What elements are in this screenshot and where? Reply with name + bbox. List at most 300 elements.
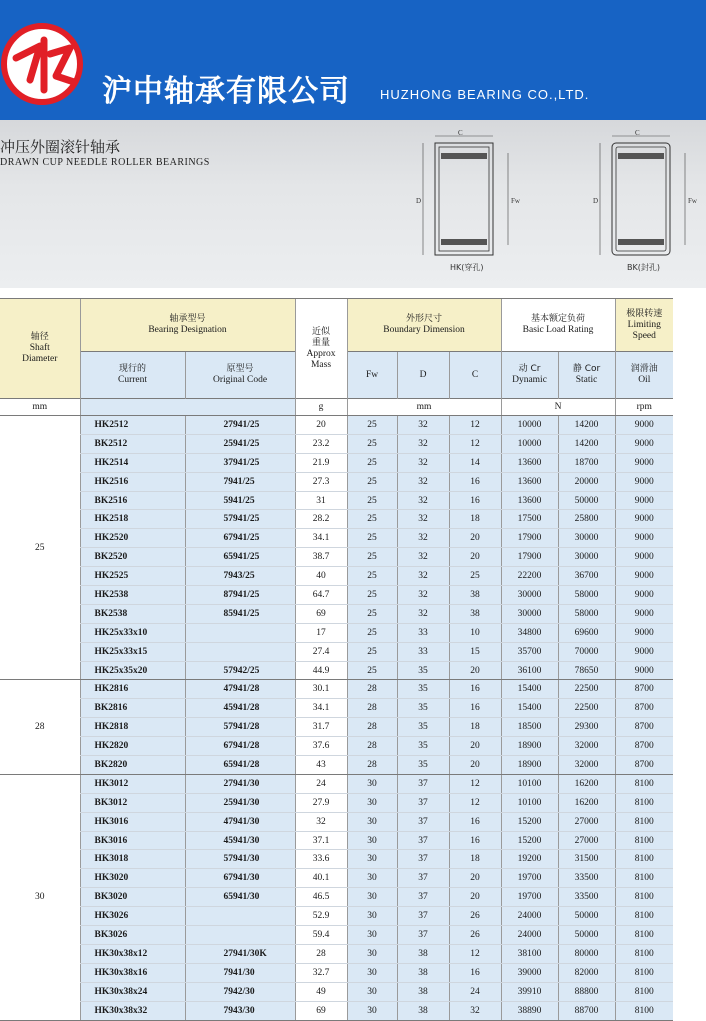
shaft-unit: mm xyxy=(0,399,80,416)
original-code-cell: 65941/25 xyxy=(185,548,295,567)
fw-cell: 25 xyxy=(347,416,397,435)
dimension-unit: mm xyxy=(347,399,501,416)
hk-diagram-caption: HK(穿孔) xyxy=(450,263,484,272)
dynamic-load-cell: 30000 xyxy=(501,604,558,623)
c-cell: 15 xyxy=(449,642,501,661)
current-designation-cell: BK2512 xyxy=(80,434,185,453)
table-row xyxy=(0,812,673,831)
table-row xyxy=(0,586,673,605)
limiting-speed-cell: 9000 xyxy=(615,642,673,661)
original-code-cell xyxy=(185,642,295,661)
current-designation-cell: HK2538 xyxy=(80,586,185,605)
mass-cell: 59.4 xyxy=(295,926,347,945)
d-cell: 37 xyxy=(397,850,449,869)
mass-cell: 40.1 xyxy=(295,869,347,888)
static-load-cell: 14200 xyxy=(558,416,615,435)
boundary-dimension-header: 外形尺寸 Boundary Dimension xyxy=(347,299,501,352)
mass-cell: 37.6 xyxy=(295,737,347,756)
static-load-cell: 69600 xyxy=(558,623,615,642)
d-cell: 35 xyxy=(397,737,449,756)
original-code-cell: 7943/30 xyxy=(185,1001,295,1020)
dynamic-load-cell: 13600 xyxy=(501,472,558,491)
current-designation-cell: BK2520 xyxy=(80,548,185,567)
c-cell: 12 xyxy=(449,774,501,793)
current-designation-cell: BK2538 xyxy=(80,604,185,623)
d-cell: 33 xyxy=(397,623,449,642)
c-cell: 18 xyxy=(449,510,501,529)
limiting-speed-cell: 8700 xyxy=(615,718,673,737)
current-designation-cell: HK2820 xyxy=(80,737,185,756)
limiting-speed-cell: 9000 xyxy=(615,416,673,435)
table-row xyxy=(0,567,673,586)
dynamic-load-cell: 15200 xyxy=(501,812,558,831)
c-cell: 16 xyxy=(449,680,501,699)
c-cell: 16 xyxy=(449,699,501,718)
c-cell: 20 xyxy=(449,737,501,756)
limiting-speed-cell: 8700 xyxy=(615,699,673,718)
mass-cell: 69 xyxy=(295,1001,347,1020)
current-designation-cell: BK2816 xyxy=(80,699,185,718)
c-cell: 18 xyxy=(449,718,501,737)
c-cell: 26 xyxy=(449,907,501,926)
fw-dimension-label: Fw xyxy=(688,197,697,205)
fw-cell: 25 xyxy=(347,567,397,586)
current-designation-cell: HK25x33x10 xyxy=(80,623,185,642)
dynamic-load-cell: 19700 xyxy=(501,869,558,888)
c-dimension-label: C xyxy=(458,129,463,137)
mass-unit: g xyxy=(295,399,347,416)
mass-cell: 27.4 xyxy=(295,642,347,661)
static-load-cell: 70000 xyxy=(558,642,615,661)
fw-cell: 25 xyxy=(347,472,397,491)
dynamic-load-cell: 10000 xyxy=(501,434,558,453)
table-row xyxy=(0,1001,673,1020)
current-designation-cell: HK2818 xyxy=(80,718,185,737)
bk-closed-end-diagram xyxy=(585,128,705,278)
d-cell: 38 xyxy=(397,1001,449,1020)
fw-cell: 25 xyxy=(347,434,397,453)
limiting-speed-header: 极限转速 Limiting Speed xyxy=(615,299,673,352)
c-cell: 12 xyxy=(449,944,501,963)
static-load-cell: 16200 xyxy=(558,793,615,812)
table-row xyxy=(0,831,673,850)
limiting-speed-cell: 8100 xyxy=(615,793,673,812)
table-row xyxy=(0,661,673,680)
static-load-cell: 58000 xyxy=(558,604,615,623)
original-code-cell: 87941/25 xyxy=(185,586,295,605)
mass-cell: 44.9 xyxy=(295,661,347,680)
dynamic-load-cell: 24000 xyxy=(501,907,558,926)
table-row xyxy=(0,548,673,567)
d-cell: 35 xyxy=(397,718,449,737)
original-code-cell xyxy=(185,926,295,945)
dynamic-load-cell: 38100 xyxy=(501,944,558,963)
current-designation-cell: HK2816 xyxy=(80,680,185,699)
dynamic-load-cell: 19200 xyxy=(501,850,558,869)
current-designation-cell: HK30x38x32 xyxy=(80,1001,185,1020)
table-row xyxy=(0,623,673,642)
c-cell: 12 xyxy=(449,434,501,453)
static-header: 静 Cor Static xyxy=(558,352,615,399)
table-row xyxy=(0,774,673,793)
mass-header: 近似 重量 Approx Mass xyxy=(295,299,347,399)
page-title-english: DRAWN CUP NEEDLE ROLLER BEARINGS xyxy=(0,157,210,168)
c-cell: 10 xyxy=(449,623,501,642)
dynamic-load-cell: 18900 xyxy=(501,737,558,756)
shaft-diameter-cell: 25 xyxy=(0,416,80,680)
fw-cell: 30 xyxy=(347,850,397,869)
fw-cell: 30 xyxy=(347,812,397,831)
dynamic-load-cell: 24000 xyxy=(501,926,558,945)
load-unit: N xyxy=(501,399,615,416)
fw-cell: 28 xyxy=(347,756,397,775)
c-cell: 12 xyxy=(449,793,501,812)
mass-cell: 43 xyxy=(295,756,347,775)
limiting-speed-cell: 9000 xyxy=(615,510,673,529)
mass-cell: 32.7 xyxy=(295,963,347,982)
mass-cell: 52.9 xyxy=(295,907,347,926)
c-cell: 20 xyxy=(449,661,501,680)
mass-cell: 34.1 xyxy=(295,699,347,718)
d-cell: 32 xyxy=(397,586,449,605)
mass-cell: 28.2 xyxy=(295,510,347,529)
fw-cell: 25 xyxy=(347,548,397,567)
mass-cell: 24 xyxy=(295,774,347,793)
static-load-cell: 32000 xyxy=(558,756,615,775)
original-code-cell: 47941/28 xyxy=(185,680,295,699)
current-designation-cell: HK30x38x24 xyxy=(80,982,185,1001)
static-load-cell: 50000 xyxy=(558,926,615,945)
mass-cell: 27.9 xyxy=(295,793,347,812)
table-row xyxy=(0,491,673,510)
mass-cell: 23.2 xyxy=(295,434,347,453)
table-row xyxy=(0,510,673,529)
original-code-cell: 67941/28 xyxy=(185,737,295,756)
dynamic-load-cell: 18900 xyxy=(501,756,558,775)
table-row xyxy=(0,888,673,907)
d-cell: 37 xyxy=(397,926,449,945)
fw-cell: 30 xyxy=(347,982,397,1001)
current-designation-cell: HK2516 xyxy=(80,472,185,491)
d-cell: 37 xyxy=(397,831,449,850)
table-row xyxy=(0,869,673,888)
dynamic-load-cell: 13600 xyxy=(501,453,558,472)
mass-cell: 33.6 xyxy=(295,850,347,869)
fw-header: Fw xyxy=(347,352,397,399)
current-designation-cell: HK3020 xyxy=(80,869,185,888)
designation-unit-spacer xyxy=(80,399,295,416)
mass-cell: 21.9 xyxy=(295,453,347,472)
limiting-speed-cell: 8100 xyxy=(615,888,673,907)
dynamic-load-cell: 17500 xyxy=(501,510,558,529)
mass-cell: 28 xyxy=(295,944,347,963)
d-cell: 32 xyxy=(397,416,449,435)
dynamic-load-cell: 39910 xyxy=(501,982,558,1001)
dynamic-load-cell: 36100 xyxy=(501,661,558,680)
current-designation-cell: BK3012 xyxy=(80,793,185,812)
dynamic-load-cell: 17900 xyxy=(501,548,558,567)
static-load-cell: 22500 xyxy=(558,680,615,699)
original-code-cell: 85941/25 xyxy=(185,604,295,623)
mass-cell: 49 xyxy=(295,982,347,1001)
original-code-cell: 7941/30 xyxy=(185,963,295,982)
fw-cell: 25 xyxy=(347,510,397,529)
limiting-speed-cell: 8100 xyxy=(615,944,673,963)
d-cell: 37 xyxy=(397,888,449,907)
current-designation-cell: HK30x38x16 xyxy=(80,963,185,982)
static-load-cell: 50000 xyxy=(558,907,615,926)
dynamic-load-cell: 10100 xyxy=(501,774,558,793)
original-code-cell: 27941/30 xyxy=(185,774,295,793)
bk-diagram-caption: BK(封孔) xyxy=(627,263,660,272)
limiting-speed-cell: 8100 xyxy=(615,850,673,869)
c-cell: 16 xyxy=(449,472,501,491)
table-row xyxy=(0,944,673,963)
c-cell: 20 xyxy=(449,869,501,888)
limiting-speed-cell: 9000 xyxy=(615,434,673,453)
original-code-cell: 7942/30 xyxy=(185,982,295,1001)
mass-cell: 64.7 xyxy=(295,586,347,605)
table-row xyxy=(0,793,673,812)
fw-cell: 25 xyxy=(347,491,397,510)
fw-dimension-label: Fw xyxy=(511,197,520,205)
current-designation-cell: HK2512 xyxy=(80,416,185,435)
c-cell: 20 xyxy=(449,529,501,548)
mass-cell: 37.1 xyxy=(295,831,347,850)
table-row xyxy=(0,926,673,945)
c-cell: 38 xyxy=(449,604,501,623)
fw-cell: 25 xyxy=(347,604,397,623)
d-cell: 35 xyxy=(397,756,449,775)
current-designation-cell: HK2514 xyxy=(80,453,185,472)
static-load-cell: 31500 xyxy=(558,850,615,869)
original-code-cell xyxy=(185,623,295,642)
fw-cell: 30 xyxy=(347,926,397,945)
speed-unit: rpm xyxy=(615,399,673,416)
static-load-cell: 78650 xyxy=(558,661,615,680)
limiting-speed-cell: 8100 xyxy=(615,1001,673,1020)
mass-cell: 69 xyxy=(295,604,347,623)
spec-table-body xyxy=(0,416,673,1021)
limiting-speed-cell: 9000 xyxy=(615,661,673,680)
current-designation-cell: BK3020 xyxy=(80,888,185,907)
table-row xyxy=(0,963,673,982)
original-code-cell: 7941/25 xyxy=(185,472,295,491)
fw-cell: 30 xyxy=(347,1001,397,1020)
d-cell: 38 xyxy=(397,963,449,982)
limiting-speed-cell: 9000 xyxy=(615,491,673,510)
fw-cell: 25 xyxy=(347,661,397,680)
table-row xyxy=(0,982,673,1001)
table-row xyxy=(0,472,673,491)
limiting-speed-cell: 8100 xyxy=(615,869,673,888)
d-cell: 32 xyxy=(397,548,449,567)
limiting-speed-cell: 8700 xyxy=(615,680,673,699)
mass-cell: 34.1 xyxy=(295,529,347,548)
current-designation-cell: HK3012 xyxy=(80,774,185,793)
c-cell: 20 xyxy=(449,548,501,567)
c-cell: 32 xyxy=(449,1001,501,1020)
limiting-speed-cell: 8100 xyxy=(615,812,673,831)
d-cell: 37 xyxy=(397,812,449,831)
limiting-speed-cell: 8100 xyxy=(615,926,673,945)
fw-cell: 25 xyxy=(347,642,397,661)
original-code-cell: 5941/25 xyxy=(185,491,295,510)
limiting-speed-cell: 8100 xyxy=(615,907,673,926)
table-row xyxy=(0,604,673,623)
mass-cell: 46.5 xyxy=(295,888,347,907)
static-load-cell: 30000 xyxy=(558,548,615,567)
mass-cell: 30.1 xyxy=(295,680,347,699)
current-designation-cell: BK3026 xyxy=(80,926,185,945)
current-designation-cell: HK3026 xyxy=(80,907,185,926)
limiting-speed-cell: 9000 xyxy=(615,604,673,623)
company-name-chinese: 沪中轴承有限公司 xyxy=(102,74,350,109)
current-designation-cell: HK2520 xyxy=(80,529,185,548)
static-load-cell: 22500 xyxy=(558,699,615,718)
table-row xyxy=(0,907,673,926)
huzhong-logo-icon xyxy=(0,18,92,110)
static-load-cell: 27000 xyxy=(558,831,615,850)
static-load-cell: 25800 xyxy=(558,510,615,529)
dynamic-load-cell: 22200 xyxy=(501,567,558,586)
original-code-cell: 25941/30 xyxy=(185,793,295,812)
table-row xyxy=(0,416,673,435)
d-cell: 35 xyxy=(397,699,449,718)
dynamic-load-cell: 10000 xyxy=(501,416,558,435)
d-cell: 37 xyxy=(397,869,449,888)
fw-cell: 30 xyxy=(347,869,397,888)
d-dimension-label: D xyxy=(416,197,422,205)
fw-cell: 28 xyxy=(347,699,397,718)
c-cell: 25 xyxy=(449,567,501,586)
d-cell: 32 xyxy=(397,510,449,529)
hk-open-end-diagram xyxy=(408,128,528,278)
original-code-cell: 45941/30 xyxy=(185,831,295,850)
static-load-cell: 36700 xyxy=(558,567,615,586)
limiting-speed-cell: 8700 xyxy=(615,756,673,775)
original-code-cell xyxy=(185,907,295,926)
static-load-cell: 32000 xyxy=(558,737,615,756)
d-cell: 33 xyxy=(397,642,449,661)
static-load-cell: 58000 xyxy=(558,586,615,605)
original-code-cell: 57941/30 xyxy=(185,850,295,869)
limiting-speed-cell: 8700 xyxy=(615,737,673,756)
fw-cell: 30 xyxy=(347,888,397,907)
table-row xyxy=(0,718,673,737)
limiting-speed-cell: 8100 xyxy=(615,831,673,850)
current-designation-cell: HK3016 xyxy=(80,812,185,831)
c-cell: 12 xyxy=(449,416,501,435)
dynamic-load-cell: 10100 xyxy=(501,793,558,812)
table-row xyxy=(0,737,673,756)
dynamic-load-cell: 15200 xyxy=(501,831,558,850)
mass-cell: 40 xyxy=(295,567,347,586)
bearing-spec-table xyxy=(0,298,673,1021)
c-cell: 16 xyxy=(449,831,501,850)
c-cell: 14 xyxy=(449,453,501,472)
fw-cell: 30 xyxy=(347,907,397,926)
c-cell: 20 xyxy=(449,756,501,775)
designation-header: 轴承型号 Bearing Designation xyxy=(80,299,295,352)
limiting-speed-cell: 9000 xyxy=(615,453,673,472)
dynamic-load-cell: 38890 xyxy=(501,1001,558,1020)
current-designation-cell: HK25x35x20 xyxy=(80,661,185,680)
current-designation-cell: BK2820 xyxy=(80,756,185,775)
original-code-cell: 57942/25 xyxy=(185,661,295,680)
mass-cell: 17 xyxy=(295,623,347,642)
static-load-cell: 16200 xyxy=(558,774,615,793)
dynamic-load-cell: 39000 xyxy=(501,963,558,982)
table-row xyxy=(0,680,673,699)
fw-cell: 25 xyxy=(347,623,397,642)
fw-cell: 25 xyxy=(347,529,397,548)
limiting-speed-cell: 9000 xyxy=(615,472,673,491)
table-row xyxy=(0,529,673,548)
limiting-speed-cell: 9000 xyxy=(615,529,673,548)
dynamic-load-cell: 17900 xyxy=(501,529,558,548)
static-load-cell: 88800 xyxy=(558,982,615,1001)
limiting-speed-cell: 8100 xyxy=(615,963,673,982)
static-load-cell: 88700 xyxy=(558,1001,615,1020)
original-code-cell: 65941/30 xyxy=(185,888,295,907)
limiting-speed-cell: 9000 xyxy=(615,586,673,605)
c-cell: 16 xyxy=(449,812,501,831)
mass-cell: 38.7 xyxy=(295,548,347,567)
limiting-speed-cell: 9000 xyxy=(615,623,673,642)
fw-cell: 28 xyxy=(347,737,397,756)
dynamic-load-cell: 30000 xyxy=(501,586,558,605)
fw-cell: 28 xyxy=(347,718,397,737)
d-header: D xyxy=(397,352,449,399)
current-designation-cell: BK2516 xyxy=(80,491,185,510)
d-cell: 32 xyxy=(397,529,449,548)
limiting-speed-cell: 8100 xyxy=(615,982,673,1001)
table-row xyxy=(0,453,673,472)
current-designation-cell: HK2525 xyxy=(80,567,185,586)
mass-cell: 31.7 xyxy=(295,718,347,737)
static-load-cell: 14200 xyxy=(558,434,615,453)
static-load-cell: 29300 xyxy=(558,718,615,737)
dynamic-load-cell: 35700 xyxy=(501,642,558,661)
fw-cell: 30 xyxy=(347,831,397,850)
oil-header: 润滑油 Oil xyxy=(615,352,673,399)
fw-cell: 28 xyxy=(347,680,397,699)
original-code-cell: 27941/25 xyxy=(185,416,295,435)
static-load-cell: 27000 xyxy=(558,812,615,831)
d-dimension-label: D xyxy=(593,197,599,205)
fw-cell: 30 xyxy=(347,774,397,793)
c-cell: 24 xyxy=(449,982,501,1001)
original-code-header: 原型号 Original Code xyxy=(185,352,295,399)
shaft-diameter-cell: 28 xyxy=(0,680,80,774)
c-cell: 16 xyxy=(449,963,501,982)
c-cell: 38 xyxy=(449,586,501,605)
d-cell: 37 xyxy=(397,774,449,793)
table-row xyxy=(0,850,673,869)
table-row xyxy=(0,434,673,453)
original-code-cell: 67941/25 xyxy=(185,529,295,548)
d-cell: 35 xyxy=(397,661,449,680)
table-row xyxy=(0,756,673,775)
original-code-cell: 25941/25 xyxy=(185,434,295,453)
d-cell: 38 xyxy=(397,982,449,1001)
fw-cell: 25 xyxy=(347,453,397,472)
c-dimension-label: C xyxy=(635,129,640,137)
static-load-cell: 82000 xyxy=(558,963,615,982)
static-load-cell: 18700 xyxy=(558,453,615,472)
d-cell: 32 xyxy=(397,434,449,453)
